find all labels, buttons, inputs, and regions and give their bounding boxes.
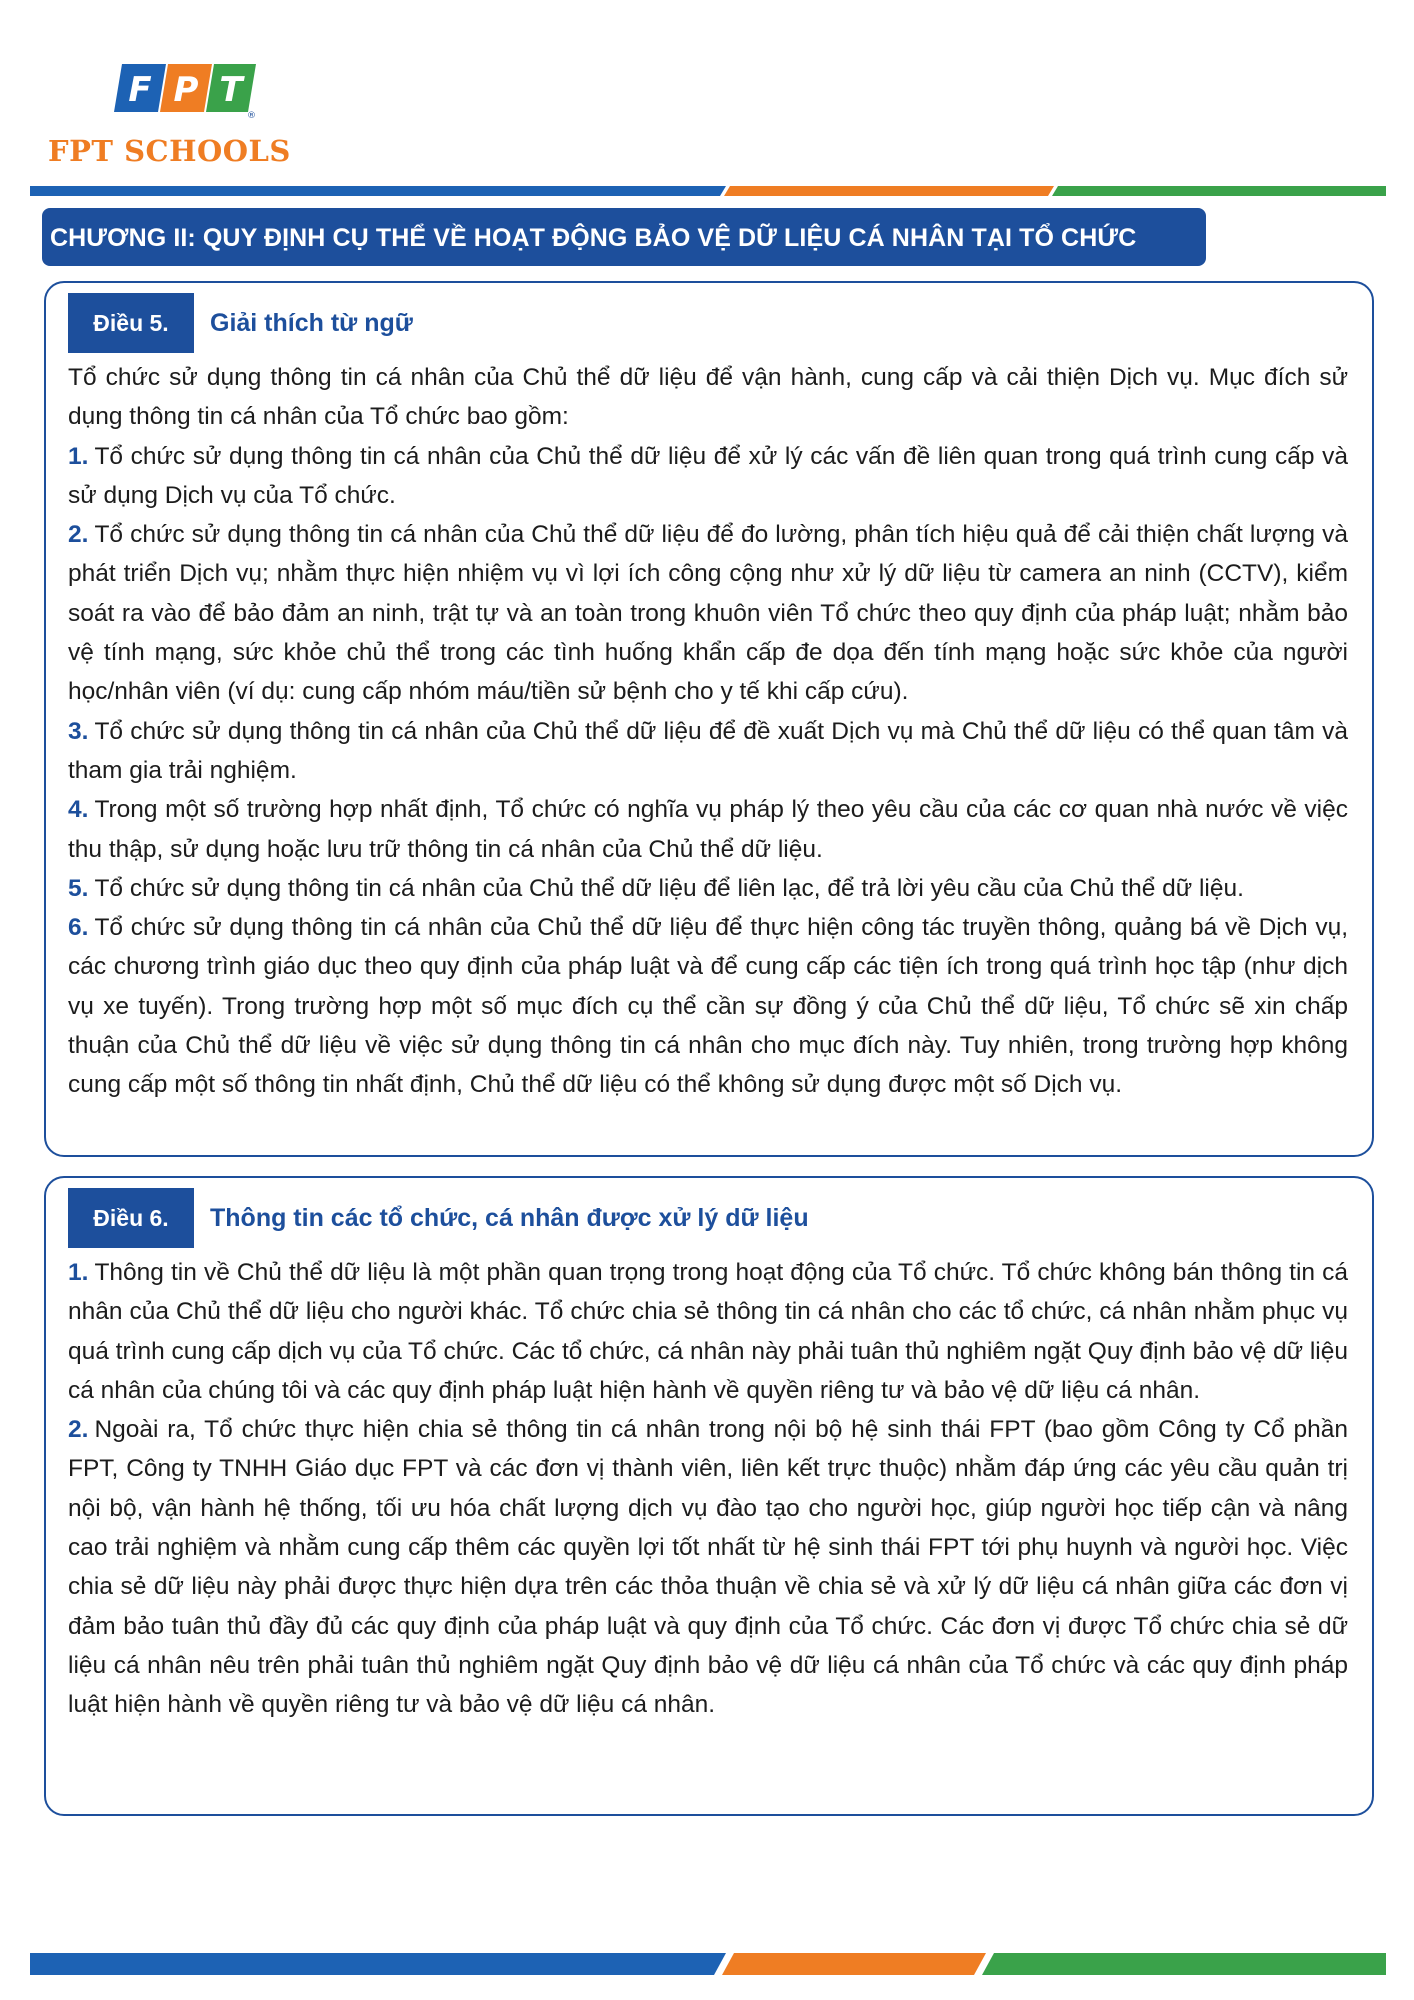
footer-color-stripe: [30, 1953, 1386, 1975]
item-number: 4.: [68, 796, 89, 824]
article-6-box: [44, 1176, 1374, 1816]
item-number: 1.: [68, 442, 89, 470]
article-5-item-4: [68, 790, 1348, 869]
article-5-item-2: [68, 515, 1348, 711]
article-6-tag: Điều 6.: [68, 1188, 194, 1248]
fpt-logo-mark: [110, 58, 260, 120]
item-number: 2.: [68, 1416, 89, 1444]
logo-text: FPT SCHOOLS: [48, 134, 291, 168]
article-5-item-3: [68, 712, 1348, 791]
logo-letter-p: P: [173, 70, 199, 110]
paragraph-text: Tổ chức sử dụng thông tin cá nhân của Chủ thể dữ liệu để thực hiện công tác truyền thông, quảng bá về Dịch vụ, các chương trình giáo dục theo quy định của pháp luật và để cung cấp các tiện ích trong quá trình học tập (như dịch vụ xe tuyến). Trong trường hợp một số mục đích cụ thể cần sự đồng ý của Chủ thể dữ liệu, Tổ chức sẽ xin chấp thuận của Chủ thể dữ liệu về việc sử dụng thông tin cá nhân cho mục đích này. Tuy nhiên, trong trường hợp không cung cấp một số thông tin nhất định, Chủ thể dữ liệu có thể không sử dụng được một số Dịch vụ.: [68, 914, 1348, 1099]
chapter-title: CHƯƠNG II: QUY ĐỊNH CỤ THỂ VỀ HOẠT ĐỘNG BẢO VỆ DỮ LIỆU CÁ NHÂN TẠI TỔ CHỨC: [50, 224, 1137, 252]
registered-mark: ®: [247, 111, 256, 120]
header-color-stripe: [30, 186, 1386, 196]
article-5-item-1: [68, 437, 1348, 516]
article-5-item-5: [68, 869, 1348, 908]
paragraph-text: Tổ chức sử dụng thông tin cá nhân của Chủ thể dữ liệu để xử lý các vấn đề liên quan trong quá trình cung cấp và sử dụng Dịch vụ của Tổ chức.: [68, 442, 1348, 509]
item-number: 1.: [68, 1259, 89, 1286]
paragraph-text: Trong một số trường hợp nhất định, Tổ chức có nghĩa vụ pháp lý theo yêu cầu của các cơ quan nhà nước về việc thu thập, sử dụng hoặc lưu trữ thông tin cá nhân của Chủ thể dữ liệu.: [68, 796, 1348, 863]
article-6-title: Thông tin các tổ chức, cá nhân được xử lý dữ liệu: [210, 1204, 809, 1232]
item-number: 3.: [68, 717, 89, 745]
article-5-box: [44, 281, 1374, 1157]
paragraph-text: Tổ chức sử dụng thông tin cá nhân của Chủ thể dữ liệu để vận hành, cung cấp và cải thiện Dịch vụ. Mục đích sử dụng thông tin cá nhân của Tổ chức bao gồm:: [68, 364, 1348, 431]
item-number: 2.: [68, 521, 89, 549]
fpt-schools-logo: [44, 58, 294, 178]
article-6-item-2: [68, 1410, 1348, 1724]
paragraph-text: Tổ chức sử dụng thông tin cá nhân của Chủ thể dữ liệu để đo lường, phân tích hiệu quả để cải thiện chất lượng và phát triển Dịch vụ; nhằm thực hiện nhiệm vụ vì lợi ích công cộng như xử lý dữ liệu từ camera an ninh (CCTV), kiểm soát ra vào để bảo đảm an ninh, trật tự và an toàn trong khuôn viên Tổ chức theo quy định của pháp luật; nhằm bảo vệ tính mạng, sức khỏe chủ thể trong các tình huống khẩn cấp đe dọa đến tính mạng hoặc sức khỏe của người học/nhân viên (ví dụ: cung cấp nhóm máu/tiền sử bệnh cho y tế khi cấp cứu).: [68, 521, 1348, 706]
logo-letter-f: F: [128, 70, 152, 110]
paragraph-text: Tổ chức sử dụng thông tin cá nhân của Chủ thể dữ liệu để liên lạc, để trả lời yêu cầu của Chủ thể dữ liệu.: [94, 874, 1244, 902]
article-6-item-1: [68, 1253, 1348, 1410]
item-number: 6.: [68, 914, 89, 942]
article-5-body: [68, 358, 1348, 1105]
chapter-banner: [42, 208, 1206, 266]
article-5-tag: Điều 5.: [68, 293, 194, 353]
article-5-item-6: [68, 908, 1348, 1104]
article-6-body: [68, 1253, 1348, 1725]
paragraph-text: Tổ chức sử dụng thông tin cá nhân của Chủ thể dữ liệu để đề xuất Dịch vụ mà Chủ thể dữ liệu có thể quan tâm và tham gia trải nghiệm.: [68, 717, 1348, 784]
article-5-intro: [68, 358, 1348, 437]
item-number: 5.: [68, 874, 89, 902]
article-5-title: Giải thích từ ngữ: [210, 309, 413, 337]
paragraph-text: Thông tin về Chủ thể dữ liệu là một phần quan trọng trong hoạt động của Tổ chức. Tổ chức không bán thông tin cá nhân của Chủ thể dữ liệu cho người khác. Tổ chức chia sẻ thông tin cá nhân cho các tổ chức, cá nhân nhằm phục vụ quá trình cung cấp dịch vụ của Tổ chức. Các tổ chức, cá nhân này phải tuân thủ nghiêm ngặt Quy định bảo vệ dữ liệu cá nhân của chúng tôi và các quy định pháp luật hiện hành về quyền riêng tư và bảo vệ dữ liệu cá nhân.: [68, 1259, 1348, 1404]
paragraph-text: Ngoài ra, Tổ chức thực hiện chia sẻ thông tin cá nhân trong nội bộ hệ sinh thái FPT (bao gồm Công ty Cổ phần FPT, Công ty TNHH Giáo dục FPT và các đơn vị thành viên, liên kết trực thuộc) nhằm đáp ứng các yêu cầu quản trị nội bộ, vận hành hệ thống, tối ưu hóa chất lượng dịch vụ đào tạo cho người học, giúp người học tiếp cận và nâng cao trải nghiệm và nhằm cung cấp thêm các quyền lợi tốt nhất từ hệ sinh thái FPT tới phụ huynh và người học. Việc chia sẻ dữ liệu này phải được thực hiện dựa trên các thỏa thuận về chia sẻ và xử lý dữ liệu cá nhân giữa các đơn vị đảm bảo tuân thủ đầy đủ các quy định của pháp luật và quy định của Tổ chức. Các đơn vị được Tổ chức chia sẻ dữ liệu cá nhân nêu trên phải tuân thủ nghiêm ngặt Quy định bảo vệ dữ liệu cá nhân của Tổ chức và các quy định pháp luật hiện hành về quyền riêng tư và bảo vệ dữ liệu cá nhân.: [68, 1416, 1348, 1719]
logo-letter-t: T: [219, 70, 243, 110]
